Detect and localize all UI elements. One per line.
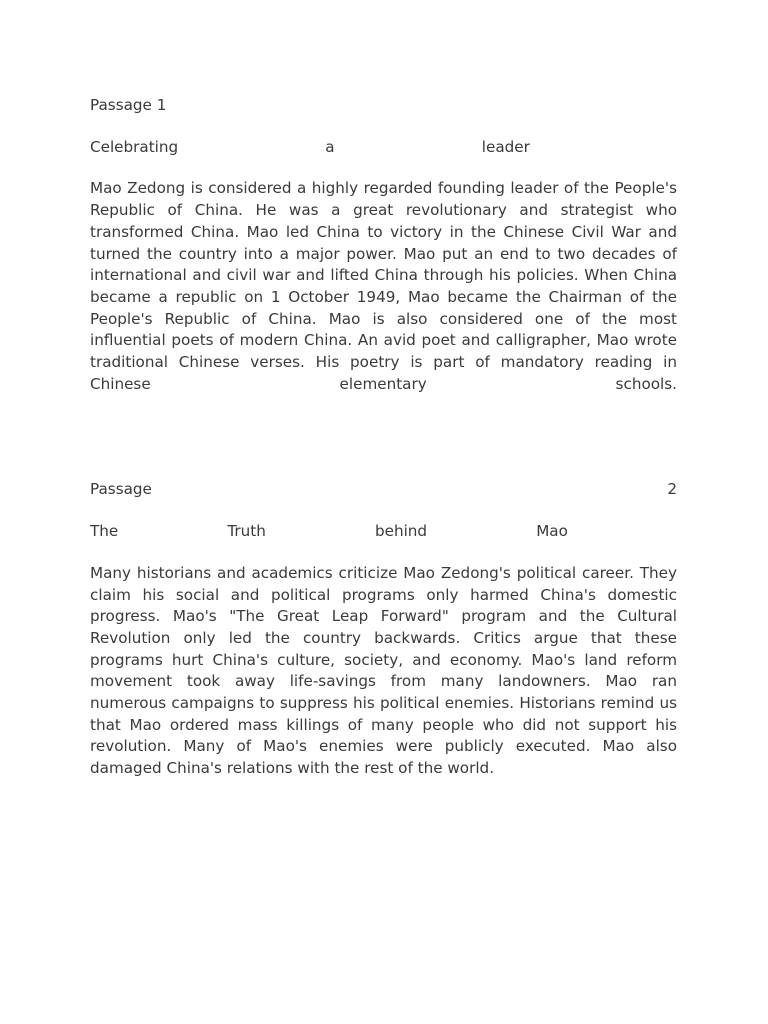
passage-1-body: Mao Zedong is considered a highly regarded founding leader of the People's Republic of China. He was a great revolutionary and strategist who transformed China. Mao led China to victory in the Chinese Civil War and turned the country into a major power. Mao put an end to two decades of international and civil war and lifted China through his policies. When China became a republic on 1 October 1949, Mao became the Chairman of the People's Republic of China. Mao is also considered one of the most influential poets of modern China. An avid poet and calligrapher, Mao wrote traditional Chinese verses. His poetry is part of mandatory reading in Chinese elementary schools. — [90, 179, 677, 393]
passage-1-title-word: a — [325, 137, 335, 156]
passage-1-title-word: leader — [481, 137, 530, 156]
passage-2-body: Many historians and academics criticize Mao Zedong's political career. They claim his social and political programs only harmed China's domestic progress. Mao's "The Great Leap Forward" program and the Cultural Revolution only led the country backwards. Critics argue that these programs hurt China's culture, society, and economy. Mao's land reform movement took away life-savings from many landowners. Mao ran numerous campaigns to suppress his political enemies. Historians remind us that Mao ordered mass killings of many people who did not support his revolution. Many of Mao's enemies were publicly executed. Mao also damaged China's relations with the rest of the world. — [90, 563, 677, 778]
passage-1-title-word: Celebrating — [90, 137, 179, 156]
passage-2-label — [90, 479, 677, 501]
passage-2-title-word: The — [90, 522, 119, 541]
passage-2-title-word: Mao — [536, 522, 568, 541]
passage-2-title-word: behind — [374, 522, 428, 541]
passage-2-label-number: 2 — [667, 480, 677, 499]
passage-2-title — [90, 521, 677, 543]
passage-2-label-word: Passage — [90, 480, 152, 499]
passage-1-label: Passage 1 — [90, 96, 167, 114]
document-page — [90, 95, 677, 780]
passage-1-title — [90, 137, 677, 159]
passage-2-title-word: Truth — [227, 522, 266, 541]
